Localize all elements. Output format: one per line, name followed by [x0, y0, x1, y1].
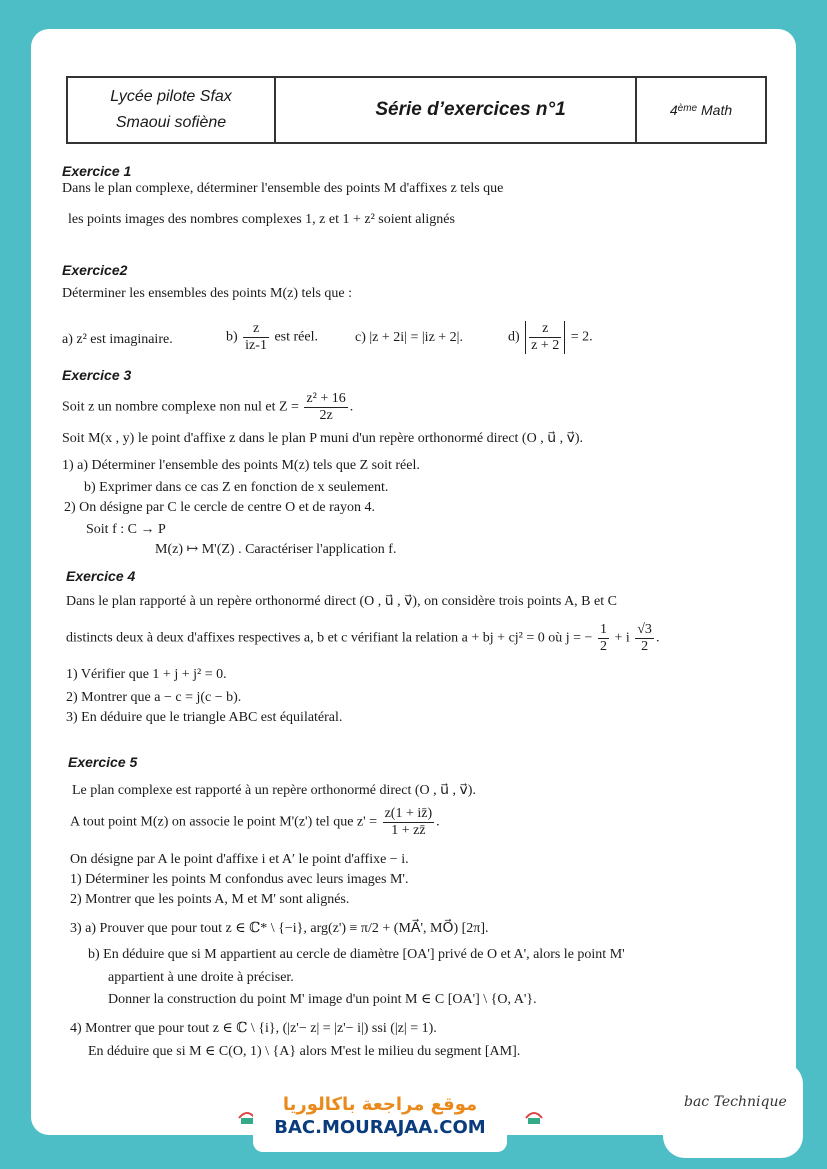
- ex4-frac2-den: 2: [641, 639, 649, 654]
- ex3-line4: b) Exprimer dans ce cas Z en fonction de x seulement.: [84, 480, 389, 495]
- ex4-line2-text: distincts deux à deux d'affixes respectives a, b et c vérifiant la relation a + bj + cj² = 0 où j = −: [66, 630, 593, 646]
- ex4-frac1-num: 1: [599, 622, 607, 637]
- ex2-b-num: z: [243, 321, 269, 338]
- level-subject: Math: [701, 102, 733, 118]
- ex2-d-num: z: [529, 321, 561, 338]
- right-emblem-icon: [518, 1100, 550, 1132]
- ex5-den: 1 + zz̄: [391, 823, 426, 838]
- ex3-line6: Soit f : C → P: [86, 522, 166, 537]
- header-school-cell: [68, 78, 276, 142]
- ex4-line3: 1) Vérifier que 1 + j + j² = 0.: [66, 667, 227, 682]
- ex2-b-post: est réel.: [274, 329, 318, 345]
- ex2-c: c) |z + 2i| = |iz + 2|.: [355, 330, 463, 345]
- ex4-frac1: [598, 622, 609, 655]
- ex2-b: [226, 321, 318, 354]
- level-cell: [637, 78, 765, 142]
- ex1-line2: les points images des nombres complexes 1, z et 1 + z² soient alignés: [68, 212, 455, 227]
- ex4-line2: distincts deux à deux d'affixes respectives a, b et c vérifiant la relation a + bj + cj² = 0 où j = − $\frac{1}{2}$ + i $\frac{√3}{2}$ .: [66, 622, 660, 654]
- ex4-line1: Dans le plan rapporté à un repère orthonormé direct (O , u⃗ , v⃗), on considère trois points A, B et C: [66, 594, 617, 609]
- header-table: [66, 76, 767, 144]
- ex5-line2: A tout point M(z) on associe le point M'(z') tel que z' = $\frac{z(1 + iz̄)}{1 + zz̄}$ .: [70, 806, 440, 838]
- ex5-line8: appartient à une droite à préciser.: [108, 970, 294, 985]
- ex5-line2-text: A tout point M(z) on associe le point M'(z') tel que z' =: [70, 814, 378, 830]
- school-name: Lycée pilote Sfax: [110, 88, 232, 105]
- ex5-title: Exercice 5: [68, 754, 138, 770]
- brand-logo-text: bac Technique: [684, 1094, 787, 1110]
- ex3-den: 2z: [319, 408, 333, 423]
- ex4-line2-mid: + i: [614, 630, 630, 646]
- ex2-a: a) z² est imaginaire.: [62, 332, 173, 347]
- site-url[interactable]: BAC.MOURAJAA.COM: [274, 1117, 486, 1138]
- ex2-d-fraction: [525, 321, 565, 354]
- ex5-line10: 4) Montrer que pour tout z ∈ ℂ \ {i}, (|z'− z| = |z'− i|) ssi (|z| = 1).: [70, 1021, 437, 1036]
- ex2-line1: Déterminer les ensembles des points M(z) tels que :: [62, 286, 353, 301]
- ex5-line1: Le plan complexe est rapporté à un repère orthonormé direct (O , u⃗ , v⃗).: [72, 783, 476, 798]
- ex3-line7: M(z) ↦ M'(Z) . Caractériser l'application f.: [155, 542, 397, 557]
- ex2-d-post: = 2.: [570, 329, 593, 345]
- ex2-b-pre: b): [226, 329, 238, 345]
- ex5-num: z(1 + iz̄): [384, 806, 433, 821]
- ex5-line11: En déduire que si M ∈ C(O, 1) \ {A} alors M'est le milieu du segment [AM].: [88, 1044, 521, 1059]
- brand-logo: [663, 1062, 803, 1158]
- ex4-frac2: [635, 622, 654, 655]
- ex4-line4: 2) Montrer que a − c = j(c − b).: [66, 690, 242, 705]
- ex3-line5: 2) On désigne par C le cercle de centre O et de rayon 4.: [64, 500, 375, 515]
- ex4-frac1-den: 2: [599, 639, 607, 654]
- ex4-frac2-num: √3: [637, 622, 652, 637]
- series-title: Série d’exercices n°1: [276, 78, 637, 142]
- ex4-line5: 3) En déduire que le triangle ABC est équilatéral.: [66, 710, 343, 725]
- ex5-line9: Donner la construction du point M' image d'un point M ∈ C [OA'] \ {O, A'}.: [108, 992, 537, 1007]
- ex2-b-den: iz-1: [245, 338, 267, 353]
- ex5-line5: 2) Montrer que les points A, M et M' sont alignés.: [70, 892, 350, 907]
- ex5-line6: 3) a) Prouver que pour tout z ∈ ℂ* \ {−i}, arg(z') ≡ π/2 + (MA⃗', MO⃗) [2π].: [70, 921, 489, 936]
- ex3-num: z² + 16: [306, 391, 346, 406]
- ex5-line3: On désigne par A le point d'affixe i et A′ le point d'affixe − i.: [70, 852, 409, 867]
- ex2-title: Exercice2: [62, 262, 128, 278]
- ex5-line4: 1) Déterminer les points M confondus avec leurs images M'.: [70, 872, 409, 887]
- site-banner[interactable]: [253, 1086, 507, 1152]
- ex5-fraction: [383, 806, 435, 839]
- ex3-line1-text: Soit z un nombre complexe non nul et Z =: [62, 399, 299, 415]
- ex2-d: [508, 321, 593, 354]
- teacher-name: Smaoui sofiène: [115, 114, 227, 131]
- ex5-line7: b) En déduire que si M appartient au cercle de diamètre [OA'] privé de O et A', alors le point M': [88, 947, 625, 962]
- ex2-d-den: z + 2: [531, 338, 560, 353]
- ex3-line1: Soit z un nombre complexe non nul et Z = $\frac{\text{z² + 16}}{2z}$ .: [62, 391, 354, 423]
- level-sup: ème: [677, 102, 698, 114]
- ex4-title: Exercice 4: [66, 568, 136, 584]
- ex1-line1: Dans le plan complexe, déterminer l'ensemble des points M d'affixes z tels que: [62, 181, 504, 196]
- ex3-fraction: [304, 391, 347, 424]
- ex2-b-fraction: [243, 321, 269, 354]
- ex3-line2: Soit M(x , y) le point d'affixe z dans le plan P muni d'un repère orthonormé direct (O , u⃗ , v⃗).: [62, 431, 584, 446]
- ex2-d-pre: d): [508, 329, 520, 345]
- ex3-title: Exercice 3: [62, 367, 132, 383]
- ex3-line3: 1) a) Déterminer l'ensemble des points M(z) tels que Z soit réel.: [62, 458, 420, 473]
- level-num: 4: [669, 102, 678, 118]
- site-arabic-name: موقع مراجعة باكالوريا: [282, 1094, 478, 1115]
- ex1-title: Exercice 1: [62, 163, 132, 179]
